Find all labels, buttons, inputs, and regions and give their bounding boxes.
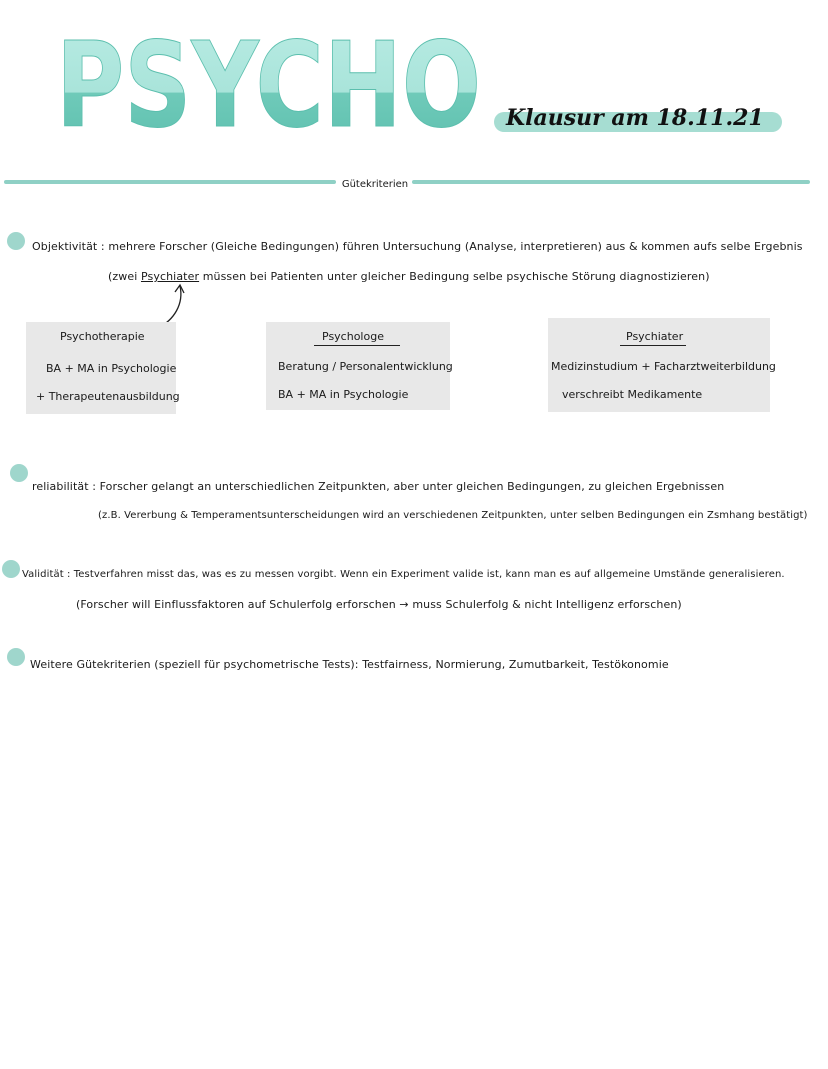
weitere-text: Weitere Gütekriterien (speziell für psychometrische Tests): Testfairness, Normierung, Zumutbarkeit, Testökonomie	[30, 658, 669, 671]
reliabilitaet-text: reliabilität : Forscher gelangt an unterschiedlichen Zeitpunkten, aber unter gleichen Bedingungen, zu gleichen Ergebnissen	[32, 480, 725, 493]
bullet-validitaet	[2, 560, 20, 578]
box-psychiater-line1: Medizinstudium + Facharztweiterbildung	[551, 360, 776, 373]
validitaet-text: Validität : Testverfahren misst das, was es zu messen vorgibt. Wenn ein Experiment valide ist, kann man es auf allgemeine Umstände generalisieren.	[22, 569, 785, 580]
box-psychiater	[548, 318, 776, 412]
title-lettering	[56, 26, 486, 136]
box-psychotherapie	[26, 322, 180, 414]
objektivitaet-example	[108, 270, 710, 283]
box-psychotherapie-title: Psychotherapie	[60, 330, 145, 343]
box-psychotherapie-line1: BA + MA in Psychologie	[46, 362, 177, 375]
box-psychologe-underline	[314, 345, 400, 346]
bullet-weitere	[7, 648, 25, 666]
divider-label: Gütekriterien	[341, 179, 409, 190]
bullet-reliabilitaet	[10, 464, 28, 482]
objektivitaet-example-highlight: Psychiater	[140, 270, 200, 283]
title-text: PSYCHO	[56, 26, 481, 136]
validitaet-example: (Forscher will Einflussfaktoren auf Schulerfolg erforschen → muss Schulerfolg & nicht Intelligenz erforschen)	[76, 598, 682, 611]
box-psychiater-line2: verschreibt Medikamente	[562, 388, 703, 401]
objektivitaet-example-rest: müssen bei Patienten unter gleicher Bedingung selbe psychische Störung diagnostizieren)	[199, 270, 710, 283]
box-psychiater-underline	[620, 345, 686, 346]
objektivitaet-example-prefix: (zwei	[108, 270, 141, 283]
box-psychotherapie-line2: + Therapeutenausbildung	[36, 390, 180, 403]
box-psychiater-title: Psychiater	[626, 330, 684, 343]
objektivitaet-text: Objektivität : mehrere Forscher (Gleiche Bedingungen) führen Untersuchung (Analyse, interpretieren) aus & kommen aufs selbe Ergebnis	[32, 240, 803, 253]
box-psychologe-line1: Beratung / Personalentwicklung	[278, 360, 453, 373]
box-psychologe	[266, 322, 453, 410]
box-psychologe-title: Psychologe	[322, 330, 384, 343]
divider-left	[4, 180, 336, 184]
reliabilitaet-example: (z.B. Vererbung & Temperamentsunterscheidungen wird an verschiedenen Zeitpunkten, unter selben Bedingungen ein Zsmhang bestätigt)	[98, 510, 808, 521]
bullet-objektivitaet	[7, 232, 25, 250]
divider-right	[412, 180, 810, 184]
exam-note: Klausur am 18.11.21	[506, 105, 764, 131]
box-psychologe-line2: BA + MA in Psychologie	[278, 388, 409, 401]
